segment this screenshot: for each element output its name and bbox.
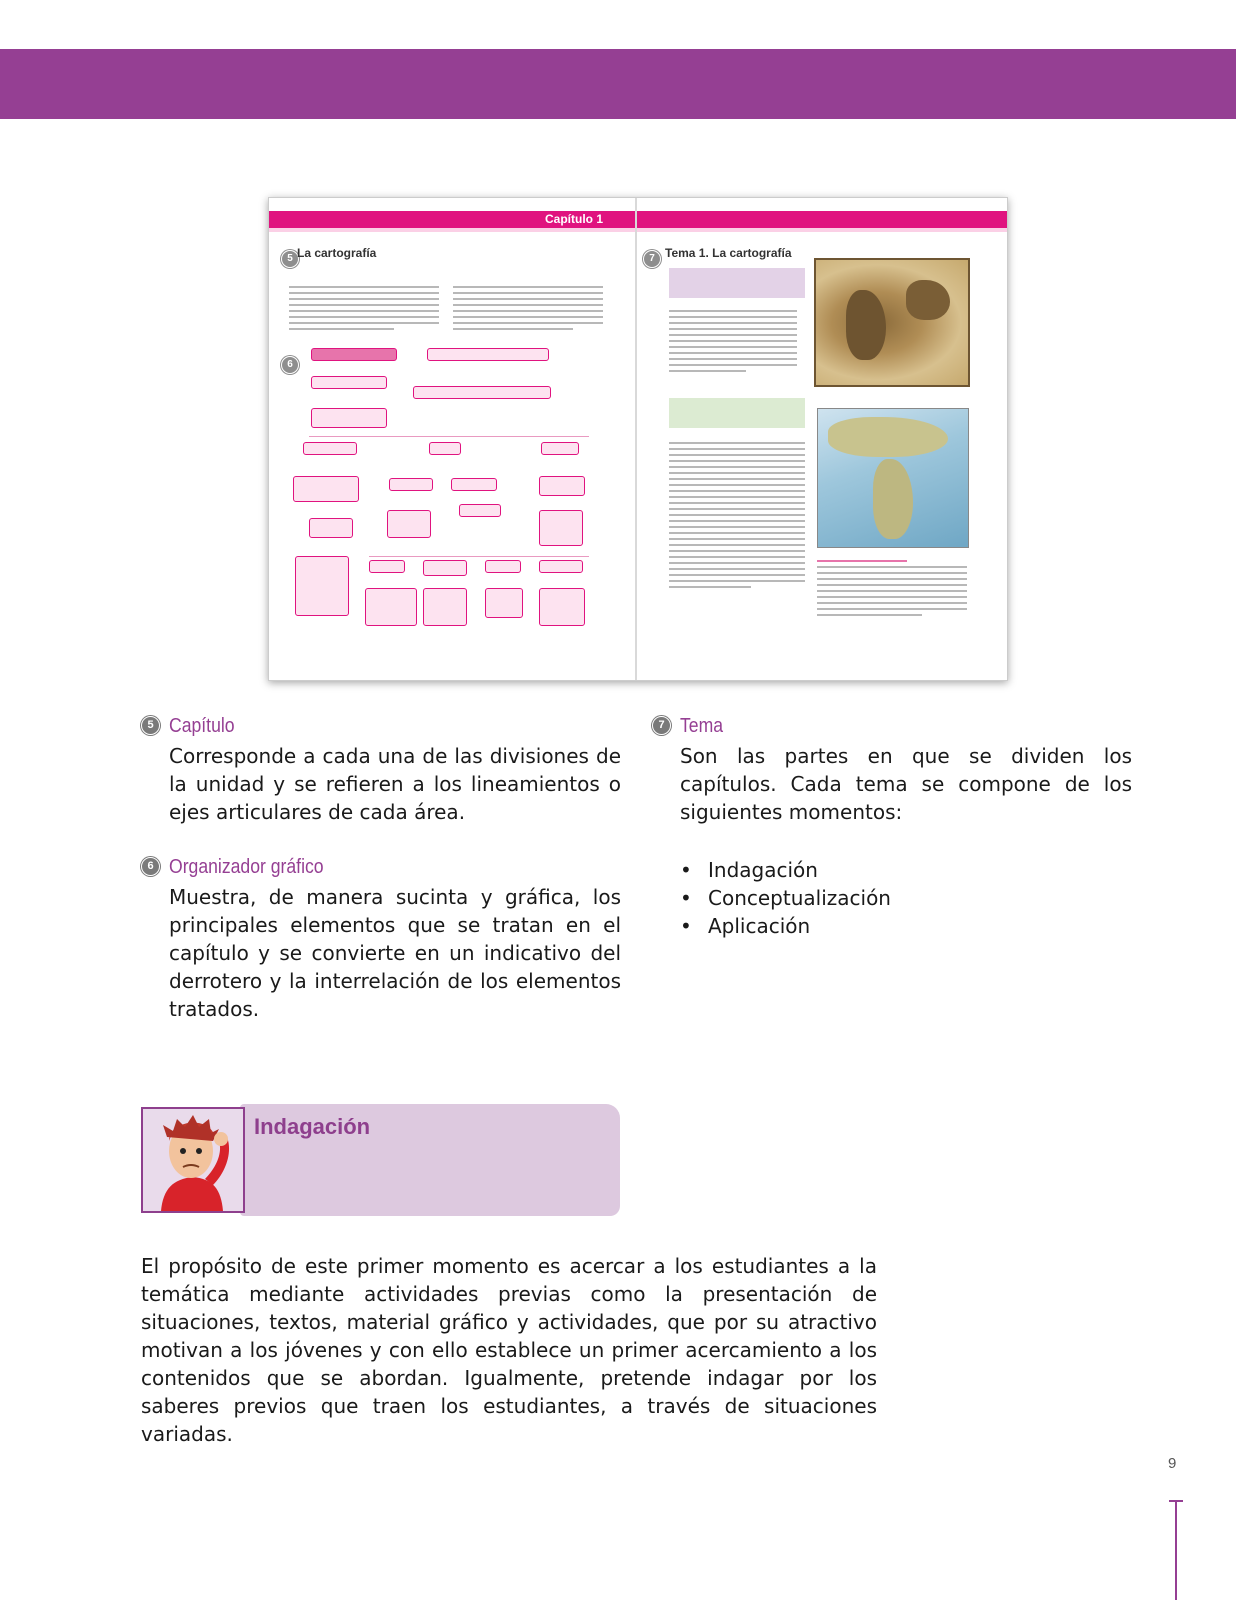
right-questions xyxy=(669,310,797,376)
spread-fold xyxy=(635,198,637,680)
list-item: • Conceptualización xyxy=(680,884,891,912)
header-bar xyxy=(0,49,1236,119)
book-spread-preview xyxy=(268,197,1008,681)
left-page-title: La cartografía xyxy=(297,246,377,260)
annotation-body-tema: Son las partes en que se dividen los capítulos. Cada tema se compone de los siguientes momentos: xyxy=(680,744,1132,824)
indagacion-mini-box xyxy=(669,268,805,298)
left-text-col-1 xyxy=(289,286,439,334)
conceptualizacion-mini-box xyxy=(669,398,805,428)
annotation-number-5: 5 xyxy=(141,716,160,735)
indagacion-title: Indagación xyxy=(254,1114,371,1139)
annotation-body-organizador: Muestra, de manera sucinta y gráfica, los principales elementos que se tratan en el capítulo y se convierte en un indicativo del derrotero y la interrelación de los elementos tratados. xyxy=(169,885,621,1021)
america-map-image xyxy=(817,408,969,548)
list-item: • Indagación xyxy=(680,856,891,884)
page-number: 9 xyxy=(1168,1455,1177,1472)
chapter-label: Capítulo 1 xyxy=(545,212,604,226)
marker-7: 7 xyxy=(643,250,661,268)
marker-6: 6 xyxy=(281,356,299,374)
annotation-title-organizador: Organizador gráfico xyxy=(169,856,324,878)
page-rule xyxy=(1175,1500,1177,1600)
left-text-col-2 xyxy=(453,286,603,334)
moments-list xyxy=(680,856,891,940)
annotation-title-capitulo: Capítulo xyxy=(169,715,235,737)
student-icon-box xyxy=(141,1107,245,1213)
annotation-title-tema: Tema xyxy=(680,715,724,737)
concept-map-root xyxy=(311,348,397,361)
chapter-bar xyxy=(269,211,1007,228)
annotation-number-6: 6 xyxy=(141,857,160,876)
list-item: • Aplicación xyxy=(680,912,891,940)
annotation-body-capitulo: Corresponde a cada una de las divisiones de la unidad y se refieren a los lineamientos o ejes articulares de cada área. xyxy=(169,744,621,824)
annotation-number-7: 7 xyxy=(652,716,671,735)
thinking-student-icon xyxy=(143,1109,243,1211)
marker-5: 5 xyxy=(281,250,299,268)
indagacion-paragraph: El propósito de este primer momento es acercar a los estudiantes a la temática mediante actividades previas como la presentación de situaciones, textos, material gráfico y actividades, que por su atractivo motivan a los jóvenes y con ello establece un primer acercamiento a los contenidos que se abordan. Igualmente, pretende indagar por los saberes previos que traen los estudiantes, a través de situaciones variadas. xyxy=(141,1254,877,1446)
right-text-col xyxy=(669,442,805,592)
right-page-title: Tema 1. La cartografía xyxy=(665,246,792,260)
old-map-image xyxy=(814,258,970,387)
recorrido-text xyxy=(817,560,967,620)
